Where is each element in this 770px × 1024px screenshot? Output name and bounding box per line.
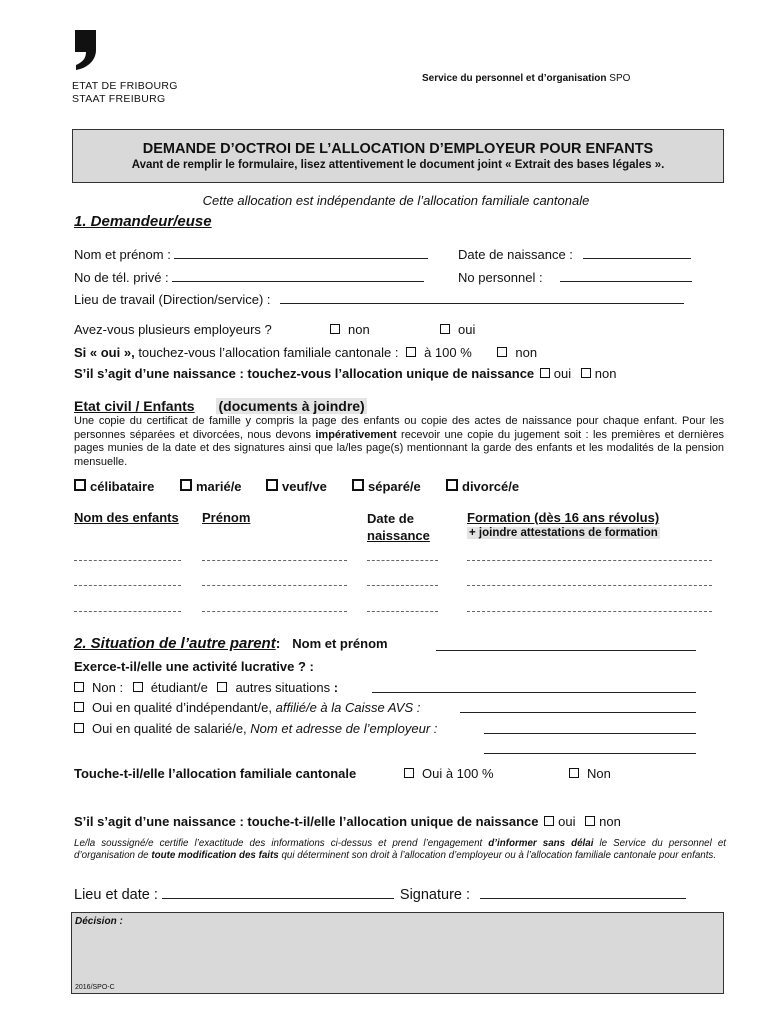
other-cantonal-row: [74, 766, 356, 781]
independent-row: [74, 700, 420, 715]
other-cantonal-question: Touche-t-il/elle l’allocation familiale cantonale: [74, 766, 357, 781]
birthdate-label: Date de naissance :: [458, 247, 573, 262]
other-parent-name-field[interactable]: [436, 638, 696, 651]
employers-no-label: non: [348, 322, 370, 337]
avs-fund-label: affilié/e à la Caisse AVS :: [275, 700, 421, 715]
signature-label: Signature :: [399, 887, 471, 903]
signature-field[interactable]: [480, 886, 686, 899]
name-label: Nom et prénom :: [74, 247, 171, 262]
other-birth-row: [74, 814, 621, 829]
activity-no-checkbox[interactable]: [74, 682, 84, 692]
other-cantonal-yes-checkbox[interactable]: [404, 768, 414, 778]
cert-part-1: Le/la soussigné/e certifie l’exactitude des informations ci-dessus et prend l’engagement: [74, 838, 483, 849]
staff-number-row: [458, 269, 692, 285]
child-1-name-field[interactable]: [74, 560, 181, 561]
org-name: [72, 80, 178, 106]
certification-text: [74, 838, 726, 862]
cert-part-2: le Service du personnel et d’organisation de: [74, 838, 726, 861]
if-yes-label: Si « oui »,: [74, 345, 135, 360]
canton-logo: [72, 28, 102, 75]
col-children-name: Nom des enfants: [74, 510, 179, 525]
student-checkbox[interactable]: [133, 682, 143, 692]
child-1-date-field[interactable]: [367, 560, 438, 561]
decision-label: Décision :: [75, 916, 123, 927]
status-single[interactable]: [74, 479, 154, 494]
service-abbr: SPO: [609, 73, 631, 84]
salaried-label: Oui en qualité de salarié/e,: [92, 721, 247, 736]
civil-para-bold: impérativement: [315, 428, 397, 441]
other-cantonal-no-checkbox[interactable]: [569, 768, 579, 778]
birth-allowance-question: S’il s’agit d’une naissance : touchez-vous l’allocation unique de naissance: [74, 366, 535, 381]
employer-address-label: Nom et adresse de l’employeur :: [250, 721, 438, 736]
civil-para-2: recevoir une copie du jugement soit : les premières et dernières pages munies de la date et des signatures ainsi que la/les page(s) mentionnant la garde des enfants et les modalités de la pension mensuelle.: [74, 428, 724, 468]
col-training: Formation (dès 16 ans révolus): [467, 510, 660, 525]
cantonal-100-label: à 100 %: [424, 345, 472, 360]
staff-number-field[interactable]: [560, 269, 692, 282]
civil-status-paragraph: [74, 415, 724, 469]
child-3-date-field[interactable]: [367, 611, 438, 612]
employers-yes-checkbox[interactable]: [440, 324, 450, 334]
cert-part-3: qui déterminent son droit à l’allocation d’employeur ou à l’allocation familiale cantonale pour enfants.: [281, 850, 717, 861]
child-2-training-field[interactable]: [467, 585, 712, 586]
col-first-name: Prénom: [202, 510, 251, 525]
workplace-row: [74, 291, 684, 307]
civil-status-heading-row: [74, 398, 367, 414]
employers-yes-option[interactable]: [440, 322, 475, 337]
divorced-label: divorcé/e: [462, 479, 520, 494]
col-birthdate-line1: Date de: [367, 511, 414, 526]
cantonal-question: touchez-vous l’allocation familiale cantonale :: [138, 345, 399, 360]
independent-checkbox[interactable]: [74, 702, 84, 712]
other-cantonal-yes-label: Oui à 100 %: [422, 766, 494, 781]
documents-required: (documents à joindre): [218, 398, 365, 414]
activity-no-label: Non :: [92, 680, 124, 695]
section-2-colon: :: [275, 635, 281, 651]
birthdate-row: [458, 246, 691, 262]
place-date-label: Lieu et date :: [74, 887, 158, 903]
phone-field[interactable]: [172, 269, 424, 282]
avs-fund-field[interactable]: [460, 700, 696, 713]
status-divorced[interactable]: [446, 479, 519, 494]
other-birth-yes-label: oui: [558, 814, 576, 829]
married-checkbox[interactable]: [180, 479, 192, 491]
other-cantonal-no-label: Non: [587, 766, 611, 781]
other-situation-colon: :: [333, 680, 339, 695]
service-name: [422, 73, 630, 84]
org-line-2: STAAT FREIBURG: [72, 93, 166, 105]
name-field[interactable]: [174, 246, 428, 259]
status-widowed[interactable]: [266, 479, 327, 494]
section-2-heading: 2. Situation de l’autre parent: [74, 635, 276, 652]
cert-bold-1: d’informer sans délai: [488, 838, 594, 849]
other-birth-no-checkbox[interactable]: [585, 816, 595, 826]
phone-label: No de tél. privé :: [74, 270, 169, 285]
cert-bold-2: toute modification des faits: [151, 850, 279, 861]
widowed-label: veuf/ve: [282, 479, 327, 494]
salaried-row: [74, 721, 437, 736]
form-code: 2016/SPO-C: [75, 984, 115, 991]
independent-label: Oui en qualité d’indépendant/e,: [92, 700, 272, 715]
form-subtitle: Avant de remplir le formulaire, lisez attentivement le document joint « Extrait des bases légales ».: [131, 159, 665, 171]
birth-yes-label: oui: [553, 366, 572, 381]
student-label: étudiant/e: [150, 680, 208, 695]
child-2-name-field[interactable]: [74, 585, 181, 586]
employers-no-checkbox[interactable]: [330, 324, 340, 334]
workplace-field[interactable]: [280, 291, 684, 304]
birth-no-label: non: [594, 366, 617, 381]
other-birth-no-label: non: [599, 814, 621, 829]
employer-address-field-2[interactable]: [484, 741, 696, 754]
child-1-training-field[interactable]: [467, 560, 712, 561]
independence-note: Cette allocation est indépendante de l’allocation familiale cantonale: [202, 193, 590, 208]
civil-para-1: Une copie du certificat de famille y compris la page des enfants ou copie des actes de naissance pour chaque enfant. Pour les personnes séparées et divorcées, nous devons: [74, 415, 724, 441]
section-2-heading-row: [74, 635, 388, 652]
married-label: marié/e: [196, 479, 242, 494]
single-checkbox[interactable]: [74, 479, 86, 491]
birth-yes-checkbox[interactable]: [540, 368, 550, 378]
child-3-name-field[interactable]: [74, 611, 181, 612]
other-birth-yes-checkbox[interactable]: [544, 816, 554, 826]
civil-status-heading: Etat civil / Enfants: [74, 398, 195, 414]
other-parent-name-label: Nom et prénom: [292, 636, 388, 651]
other-situation-field[interactable]: [372, 680, 696, 693]
birth-no-checkbox[interactable]: [581, 368, 591, 378]
form-title: DEMANDE D’OCTROI DE L’ALLOCATION D’EMPLOYEUR POUR ENFANTS: [142, 141, 654, 157]
other-situation-label: autres situations: [235, 680, 331, 695]
cantonal-no-label: non: [515, 345, 538, 360]
widowed-checkbox[interactable]: [266, 479, 278, 491]
other-situation-checkbox[interactable]: [217, 682, 227, 692]
staff-number-label: No personnel :: [458, 270, 543, 285]
child-2-date-field[interactable]: [367, 585, 438, 586]
cantonal-no-checkbox[interactable]: [497, 347, 507, 357]
col-birthdate: [367, 510, 430, 544]
child-3-training-field[interactable]: [467, 611, 712, 612]
child-3-first-field[interactable]: [202, 611, 347, 612]
phone-row: [74, 269, 424, 285]
single-label: célibataire: [90, 479, 155, 494]
activity-no-row: [74, 680, 338, 695]
salaried-checkbox[interactable]: [74, 723, 84, 733]
child-2-first-field[interactable]: [202, 585, 347, 586]
employers-no-option[interactable]: [330, 322, 370, 337]
service-bold: Service du personnel et d’organisation: [422, 73, 607, 84]
employers-question: Avez-vous plusieurs employeurs ?: [74, 322, 272, 337]
place-date-field[interactable]: [162, 886, 394, 899]
cantonal-allowance-row: [74, 345, 537, 360]
place-date-row: [74, 886, 686, 903]
birth-allowance-row: [74, 366, 616, 381]
activity-question: Exerce-t-il/elle une activité lucrative ? :: [74, 659, 314, 674]
org-line-1: ETAT DE FRIBOURG: [72, 80, 178, 92]
status-married[interactable]: [180, 479, 242, 494]
cantonal-100-checkbox[interactable]: [406, 347, 416, 357]
status-separated[interactable]: [352, 479, 421, 494]
workplace-label: Lieu de travail (Direction/service) :: [74, 292, 271, 307]
separated-label: séparé/e: [368, 479, 421, 494]
title-box: [72, 129, 724, 183]
birthdate-field[interactable]: [583, 246, 691, 259]
employer-address-field-1[interactable]: [484, 721, 696, 734]
col-training-note: + joindre attestations de formation: [469, 527, 658, 539]
employers-yes-label: oui: [458, 322, 476, 337]
section-1-heading: 1. Demandeur/euse: [74, 213, 212, 230]
divorced-checkbox[interactable]: [446, 479, 458, 491]
other-cantonal-yes[interactable]: [404, 766, 494, 781]
col-birthdate-line2: naissance: [367, 528, 430, 543]
separated-checkbox[interactable]: [352, 479, 364, 491]
other-cantonal-no[interactable]: [569, 766, 611, 781]
child-1-first-field[interactable]: [202, 560, 347, 561]
name-row: [74, 246, 428, 262]
other-birth-question: S’il s’agit d’une naissance : touche-t-il/elle l’allocation unique de naissance: [74, 814, 539, 829]
decision-box: [71, 912, 724, 994]
